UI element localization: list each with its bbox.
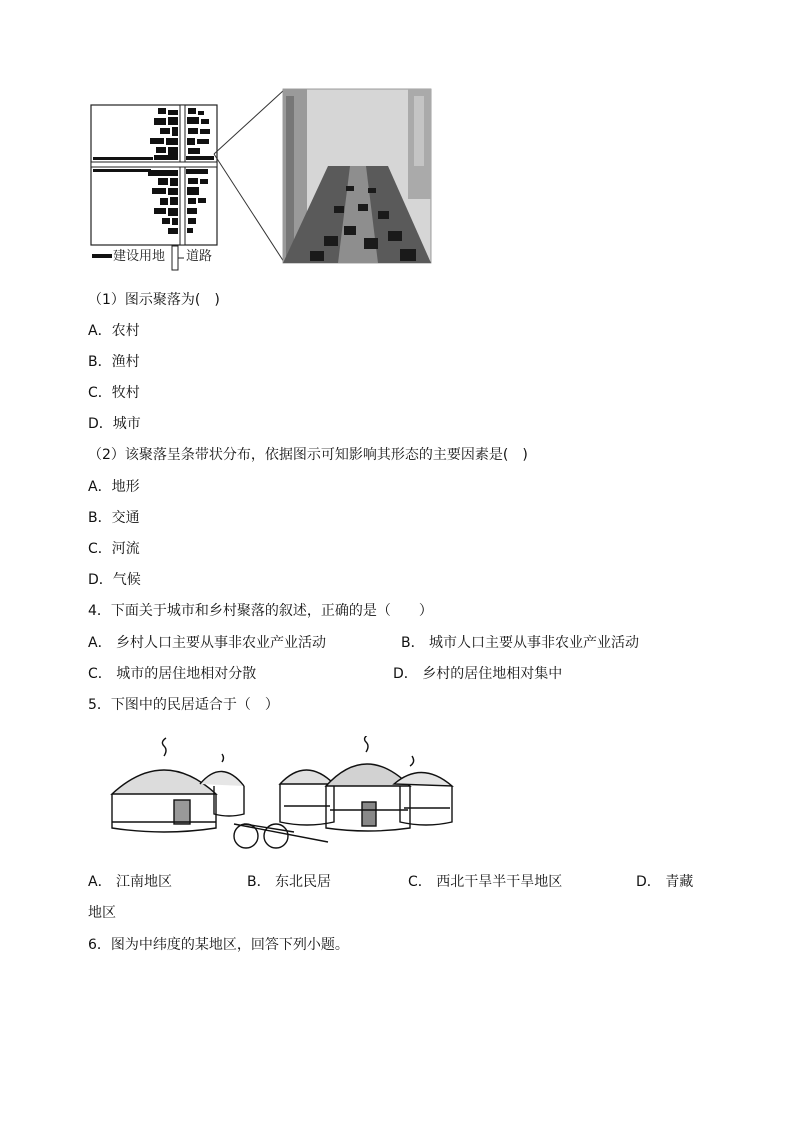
q4-option-d: D． 乡村的居住地相对集中	[393, 666, 563, 682]
q4-stem: 4．下面关于城市和乡村聚落的叙述，正确的是（ ）	[88, 603, 433, 619]
q5-option-d-continued: 地区	[88, 905, 116, 921]
q3-sub1-option-a: A．农村	[88, 323, 140, 339]
q5-option-c: C． 西北干旱半干旱地区	[408, 874, 563, 890]
q3-sub1-stem: （1）图示聚落为( )	[88, 292, 220, 308]
legend-build-label: 建设用地	[113, 249, 166, 264]
legend-build-swatch	[92, 251, 112, 261]
q5-stem: 5．下图中的民居适合于（ ）	[88, 697, 279, 713]
q3-sub2-option-c: C．河流	[88, 541, 140, 557]
q6-stem: 6．图为中纬度的某地区，回答下列小题。	[88, 937, 349, 953]
q4-option-c: C． 城市的居住地相对分散	[88, 666, 257, 682]
q5-option-a: A． 江南地区	[88, 874, 173, 890]
yurt-dwellings-figure	[104, 736, 456, 858]
q4-option-b: B． 城市人口主要从事非农业产业活动	[401, 635, 640, 651]
q5-option-d: D． 青藏	[636, 874, 694, 890]
q3-sub2-option-a: A．地形	[88, 479, 140, 495]
vertical-road	[180, 105, 185, 245]
q3-sub1-option-b: B．渔村	[88, 354, 140, 370]
street-photo	[283, 89, 431, 263]
legend-road-label: 道路	[186, 249, 213, 264]
q5-option-b: B． 东北民居	[247, 874, 332, 890]
q4-option-a: A． 乡村人口主要从事非农业产业活动	[88, 635, 327, 651]
q3-sub2-stem: （2）该聚落呈条带状分布，依据图示可知影响其形态的主要因素是( )	[88, 447, 528, 463]
q3-sub2-option-d: D．气候	[88, 572, 141, 588]
q3-sub1-option-d: D．城市	[88, 416, 141, 432]
legend-road-swatch	[170, 245, 184, 271]
settlement-map-figure	[88, 86, 438, 272]
q3-sub1-option-c: C．牧村	[88, 385, 140, 401]
horizontal-road	[91, 162, 217, 167]
q3-sub2-option-b: B．交通	[88, 510, 140, 526]
